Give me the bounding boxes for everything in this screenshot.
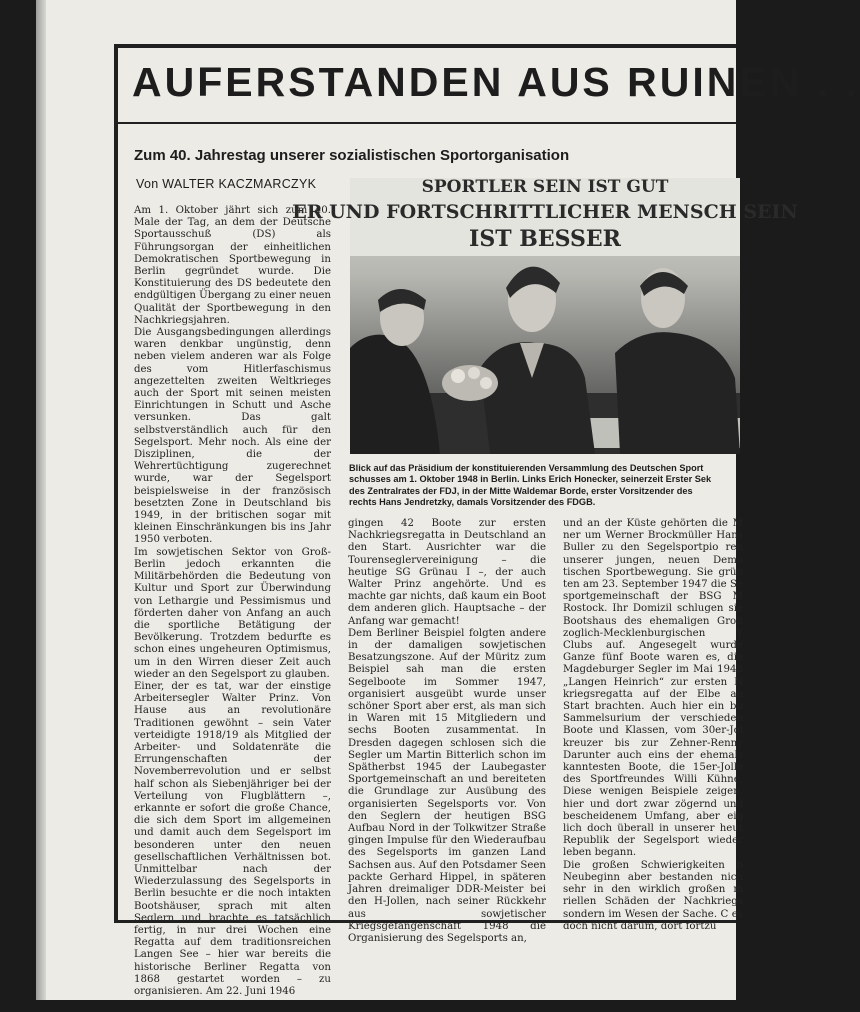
caption-line: Blick auf das Präsidium der konstituierenden Versammlung des Deutschen Sport xyxy=(349,463,704,473)
article-author: Von WALTER KACZMARCZYK xyxy=(136,177,317,191)
banner-line-1: SPORTLER SEIN IST GUT xyxy=(421,177,669,197)
text-column-1 xyxy=(134,205,331,998)
article-subtitle: Zum 40. Jahrestag unserer sozialistischen Sportorganisation xyxy=(134,147,570,164)
banner-line-3: IST BESSER xyxy=(469,226,621,252)
photo-caption xyxy=(349,463,741,509)
text-column-2 xyxy=(348,518,546,945)
book-spine-shadow xyxy=(36,0,46,1000)
text-column-3 xyxy=(563,518,743,933)
caption-line: schusses am 1. Oktober 1948 in Berlin. Links Erich Honecker, seinerzeit Erster Sek xyxy=(349,474,712,485)
paragraph: Dem Berliner Beispiel folgten andere in der damaligen sowjetischen Besatzungszone. Auf der Müritz zum Beispiel sah man die ersten Segelboote im Sommer 1947, organisiert ausgeübt wurde unser schöner Sport aber erst, als man sich in Waren mit 15 Mitgliedern und sechs Booten zusammentat. In Dresden dagegen schlosen sich die Segler um Martin Bitterlich schon im Spätherbst 1945 der Laubegaster Sportgemeinschaft an und bereiteten die Grundlage zur Ausübung des organisierten Segelsports vor. Von den Seglern der heutigen BSG Aufbau Nord in der Tolkwitzer Straße gingen Impulse für den Wiederaufbau des Segelsports im ganzen Land Sachsen aus. Auf den Potsdamer Seen packte Gerhard Hippel, in späteren Jahren dreimaliger DDR-Meister bei den H-Jollen, nach seiner Rückkehr aus sowjetischer Kriegsgefangenschaft 1948 die Organisierung des Segelsports an, xyxy=(348,627,546,944)
paragraph: Einer, der es tat, war der einstige Arbeitersegler Walter Prinz. Von Hause aus an revolutionäre Traditionen gewöhnt – sein Vater verteidigte 1918/19 als Mitglied der Arbeiter- und Soldatenräte die Errungenschaften der Novemberrevolution und er selbst half schon als Siebenjähriger bei der Verteilung von Flugblättern –, erkannte er sofort die große Chance, die sich dem Sport im allgemeinen und damit auch dem Segelsport im besonderen unter den neuen gesellschaftlichen Verhältnissen bot. Unmittelbar nach der Wiederzulassung des Segelsports in Berlin besuchte er die noch intakten Bootshäuser, sprach mit alten Seglern und brachte es tatsächlich fertig, in nur drei Wochen eine Regatta auf dem traditionsreichen Langen See – hier war bereits die historische Berliner Regatta von 1868 gestartet worden – zu organisieren. Am 22. Juni 1946 xyxy=(134,680,331,997)
presidium-photo xyxy=(292,177,798,454)
paragraph: und an der Küste gehörten die M ner um Werner Brockmüller Hans Buller zu den Segelsportpio ren unserer jungen, neuen Demo tischen Sportbewegung. Sie grün ten am 23. September 1947 die Se sportgemeinschaft der BSG M Rostock. Ihr Domizil schlugen sie Bootshaus des ehemaligen Groß zoglich-Mecklenburgischen Y Clubs auf. Angesegelt wurde Ganze fünf Boote waren es, die Magdeburger Segler im Mai 1948 „Langen Heinrich“ zur ersten N kriegsregatta auf der Elbe an Start brachten. Auch hier ein bu Sammelsurium der verschieden Boote und Klassen, vom 30er-Jol kreuzer bis zur Zehner-Renny Darunter auch eins der ehemals kanntesten Boote, die 15er-Jolle des Sportfreundes Willi Kühne, Diese wenigen Beispiele zeigen, hier und dort zwar zögernd und bescheidenem Umfang, aber eig lich doch überall in unserer heut Republik der Segelsport wieder leben begann. xyxy=(563,518,743,859)
photo-image xyxy=(292,177,798,454)
article-headline: AUFERSTANDEN AUS RUINEN . . xyxy=(132,59,860,105)
paragraph: Am 1. Oktober jährt sich zum 40. Male der Tag, an dem der Deutsche Sportausschuß (DS) als Führungsorgan der einheitlichen Demokratischen Sportbewegung in Berlin gegründet wurde. Die Konstituierung des DS bedeutete den endgültigen Übergang zu einer neuen Qualität der Sportbewegung in den Nachkriegsjahren. xyxy=(134,205,331,326)
top-rule xyxy=(118,44,736,48)
paragraph: Die großen Schwierigkeiten b Neubeginn aber bestanden nich sehr in den wirklich großen m riellen Schäden der Nachkriegs sondern im Wesen der Sache. C es doch nicht darum, dort fortzu xyxy=(563,859,743,932)
paragraph: Die Ausgangsbedingungen allerdings waren denkbar ungünstig, denn neben vielem anderen war als Folge des vom Hitlerfaschismus angezettelten zweiten Weltkrieges auch der Sport mit seinen meisten Einrichtungen in Schutt und Asche versunken. Das galt selbstverständlich auch für den Segelsport. Mehr noch. Als eine der Disziplinen, die der Wehrertüchtigung zugerechnet wurde, war der Segelsport beispielsweise in der französisch besetzten Zone in Deutschland bis 1949, in der britischen sogar mit kleinen Einschränkungen bis ins Jahr 1950 verboten. xyxy=(134,327,331,546)
headline-rule xyxy=(118,122,736,124)
caption-line: des Zentralrates der FDJ, in der Mitte Waldemar Borde, erster Vorsitzender des xyxy=(349,485,693,496)
paragraph: gingen 42 Boote zur ersten Nachkriegsregatta in Deutschland an den Start. Ausrichter war die Tourenseglervereinigung – die heutige SG Grünau I –, der auch Walter Prinz angehörte. Und es machte gar nichts, daß kaum ein Boot dem anderen glich. Hauptsache – der Anfang war gemacht! xyxy=(348,518,546,627)
paragraph: Im sowjetischen Sektor von Groß-Berlin jedoch erkannten die Militärbehörden die Bedeutung von Kultur und Sport zur Überwindung von Lethargie und Pessimismus und förderten daher von Anfang an auch die sportliche Betätigung der Bevölkerung. Trotzdem bedurfte es schon eines ungeheuren Optimismus, um in den Wirren dieser Zeit auch wieder an den Segelsport zu glauben. xyxy=(134,546,331,680)
banner-line-2: ER UND FORTSCHRITTLICHER MENSCH SEIN xyxy=(292,201,798,223)
left-frame-rule xyxy=(114,44,118,923)
caption-line: rechts Hans Jendretzky, damals Vorsitzender des FDGB. xyxy=(349,497,596,508)
